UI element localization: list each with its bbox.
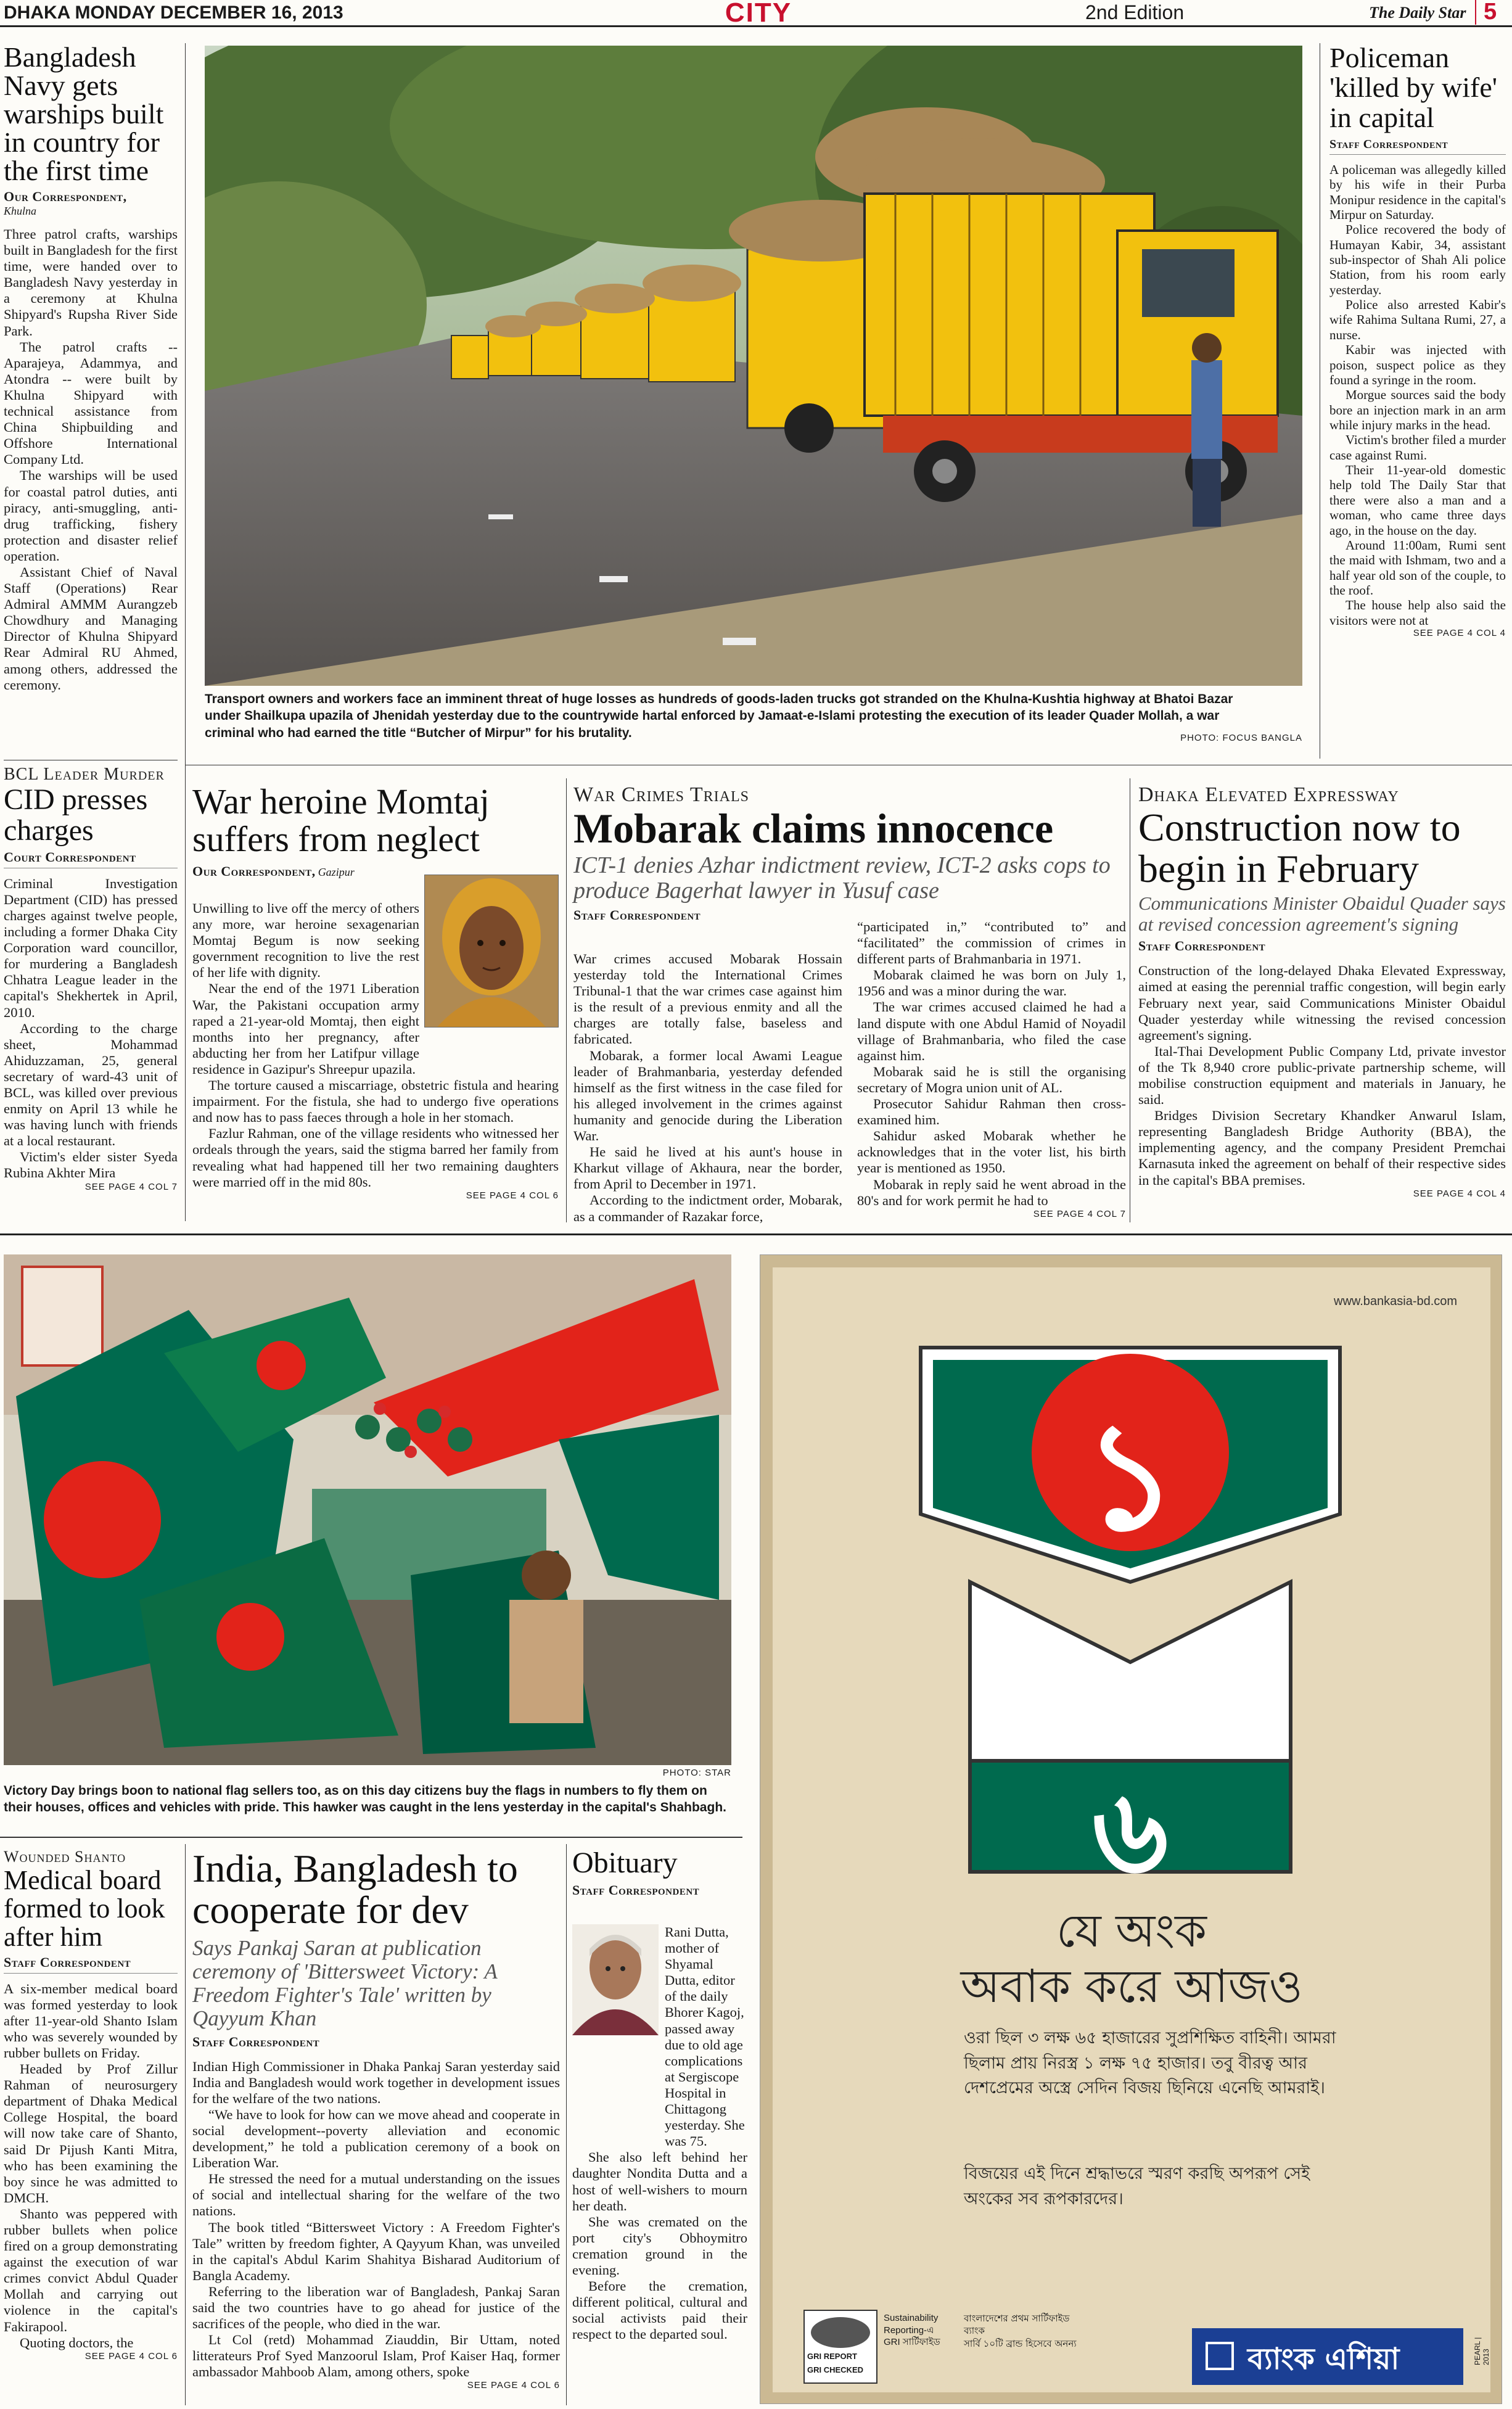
headline: Obituary	[572, 1847, 678, 1879]
column-rule	[566, 778, 567, 1222]
gri-logo-icon	[811, 2317, 870, 2348]
gri-lines	[884, 2312, 940, 2349]
paragraph: Before the cremation, different political, cultural and social activists paid their respect to the departed soul.	[572, 2278, 747, 2342]
byline: Court Correspondent	[4, 849, 178, 868]
paragraph: He said he lived at his aunt's house in Kharkut village of Akhaura, near the border, from April to December in 1971.	[573, 1144, 842, 1192]
byline: Staff Correspondent	[4, 1954, 178, 1974]
photo-credit: PHOTO: FOCUS BANGLA	[1180, 733, 1302, 743]
divider	[0, 1837, 742, 1838]
paragraph: Police also arrested Kabir's wife Rahima Sultana Rumi, 27, a nurse.	[1329, 297, 1506, 342]
paragraph: Victim's brother filed a murder case against Rumi.	[1329, 432, 1506, 463]
paragraph: Prosecutor Sahidur Rahman then cross-examined him.	[857, 1096, 1126, 1128]
ad-headline-1: যে অংক	[1056, 1905, 1207, 1958]
ad-body-1: ওরা ছিল ৩ লক্ষ ৬৫ হাজারের সুপ্রশিক্ষিত বাহিনী। আমরা ছিলাম প্রায় নিরস্ত্র ১ লক্ষ ৭৫ হাজার। তবু বীরত্ব আর দেশপ্রেমের অস্ত্রে সেদিন বিজয় ছিনিয়ে এনেছি আমরাই।	[964, 2028, 1336, 2098]
headline: Bangladesh Navy gets warships built in country for the first time	[4, 41, 164, 186]
story-cid	[4, 765, 178, 1192]
deck: Says Pankaj Saran at publication ceremony of 'Bittersweet Victory: A Freedom Fighter's Tale' written by Qayyum Khan	[192, 1936, 498, 2030]
paragraph: The warships will be used for coastal patrol duties, anti piracy, anti-smuggling, anti-drug trafficking, fishery protection and disaster relief operation.	[4, 467, 178, 564]
gri-text-line: বাংলাদেশের প্রথম সার্টিফাইড ব্যাংক	[964, 2313, 1070, 2337]
byline-location: Khulna	[4, 205, 37, 217]
story-shanto	[4, 1848, 178, 2362]
masthead	[0, 0, 1512, 27]
paragraph: Around 11:00am, Rumi sent the maid with Ishmam, two and a half year old son of the couple, to the roof.	[1329, 537, 1506, 598]
see-page-link[interactable]: SEE PAGE 4 COL 7	[1033, 1208, 1126, 1219]
edition: 2nd Edition	[1085, 1, 1185, 23]
story-momtaj	[192, 783, 559, 879]
paragraph: Construction of the long-delayed Dhaka Elevated Expressway, aimed at easing the perennial traffic congestion, will begin early February next year, said Communications Minister Obaidul Quader yesterday while witnessing the revised concession agreement's signing.	[1138, 963, 1506, 1043]
paragraph: Kabir was injected with poison, suspect police as they found a syringe in the room.	[1329, 342, 1506, 387]
flag-photo-image	[4, 1254, 731, 1765]
see-page-link[interactable]: SEE PAGE 4 COL 6	[84, 2350, 178, 2362]
story-body	[4, 1981, 178, 2351]
headline: Construction now to begin in February	[1138, 805, 1461, 891]
byline: Staff Correspondent	[1138, 938, 1266, 954]
paragraph: Assistant Chief of Naval Staff (Operations) Rear Admiral AMMM Aurangzeb Chowdhury and Managing Director of Khulna Shipyard Rear Admiral RU Ahmed, among others, addressed the ceremony.	[4, 564, 178, 693]
paragraph: Police recovered the body of Humayan Kabir, 34, assistant sub-inspector of Shah Ali police Station, from his room early yesterday.	[1329, 222, 1506, 297]
paragraph: Morgue sources said the body bore an injection mark in an arm while injury marks in the head.	[1329, 387, 1506, 432]
headline: CID presses charges	[4, 783, 148, 847]
ad-body-2: বিজয়ের এই দিনে শ্রদ্ধাভরে স্মরণ করছি অপরূপ সেই অংকের সব রূপকারদের।	[964, 2164, 1310, 2209]
paragraph: Their 11-year-old domestic help told The Daily Star that there were also a man and a woman, who came three days ago, in the house on the day.	[1329, 463, 1506, 538]
paragraph: Mobarak claimed he was born on July 1, 1956 and was a minor during the war.	[857, 967, 1126, 999]
paragraph: Indian High Commissioner in Dhaka Pankaj Saran yesterday said India and Bangladesh would work together in development issues for the welfare of the two nations.	[192, 2058, 560, 2106]
dateline: DHAKA MONDAY DECEMBER 16, 2013	[4, 2, 343, 23]
ad-url[interactable]: www.bankasia-bd.com	[1334, 1295, 1458, 1308]
see-page-link[interactable]: SEE PAGE 4 COL 7	[84, 1181, 178, 1192]
paragraph: The house help also said the visitors were not at	[1329, 598, 1506, 628]
agency-credit: PEARL | 2013	[1473, 2337, 1490, 2365]
headline: Policeman 'killed by wife' in capital	[1329, 42, 1498, 133]
paragraph: Mobarak, a former local Awami League leader of Brahmanbaria, yesterday defended himself as the first witness in the case filed for his alleged involvement in the crimes against humanity and genocide during the Liberation War.	[573, 1047, 842, 1144]
paragraph: Near the end of the 1971 Liberation War, the Pakistani occupation army raped a 21-year-old Momtaj, then eight months into her pregnancy, after abducting her from her Latifpur village residence in Gazipur's Shreepur upazila.	[192, 981, 419, 1077]
paragraph: Criminal Investigation Department (CID) has pressed charges against twelve people, including a former Dhaka City Corporation ward councillor, for murdering a Bangladesh Chhatra League leader in the capital's Shekhertek in April, 2010.	[4, 875, 178, 1020]
bank-name: ব্যাংক এশিয়া	[1247, 2342, 1400, 2376]
bank-brand[interactable]	[1192, 2328, 1463, 2385]
paragraph: Ital-Thai Development Public Company Ltd, private investor of the Tk 8,940 crore public-private partnership scheme, will mobilise construction equipment and materials in January, he said.	[1138, 1043, 1506, 1108]
paragraph: Referring to the liberation war of Bangladesh, Pankaj Saran said the two countries have to go ahead for justice of the sacrifices of the people, who died in the war.	[192, 2283, 560, 2332]
ad-digit-mid: ৬	[1092, 1764, 1169, 1900]
paragraph: According to the charge sheet, Mohammad Ahiduzzaman, 25, general secretary of ward-43 unit of BCL, was killed over previous enmity on April 13 while he was having lunch with friends at a local restaurant.	[4, 1020, 178, 1149]
paragraph: Fazlur Rahman, one of the village residents who witnessed her ordeals through the years, said the stigma barred her family from revealing what had happened till her two remaining daughters were married off in the mid 80s.	[192, 1126, 559, 1190]
paragraph: The torture caused a miscarriage, obstetric fistula and hearing impairment. For the fistula, she had to undergo five operations and now has to pass faeces through a hole in her stomach.	[192, 1077, 559, 1126]
paragraph: “We have to look for how can we move ahead and cooperate in social development--poverty alleviation and economic development,” he told a publication ceremony of a book on Liberation War.	[192, 2106, 560, 2171]
section-name: CITY	[725, 0, 792, 28]
paragraph: The book titled “Bittersweet Victory : A Freedom Fighter's Tale” written by freedom fighter, A Qayyum Khan, was unveiled in the capital's Abdul Karim Shahitya Bisharad Auditorium of Bangla Academy.	[192, 2219, 560, 2283]
story-india	[192, 1848, 560, 2390]
story-navy	[4, 43, 178, 693]
column-rule	[566, 1844, 567, 2405]
mobarak-col2	[857, 919, 1126, 1219]
story-body	[1138, 963, 1506, 1188]
headline: War heroine Momtaj suffers from neglect	[192, 781, 490, 859]
paragraph: She was cremated on the port city's Obhoymitro cremation ground in the evening.	[572, 2213, 747, 2278]
story-mobarak	[573, 783, 1128, 923]
bank-logo-icon	[1206, 2342, 1234, 2370]
gri-line: Reporting-এ	[884, 2325, 934, 2336]
paragraph: Rani Dutta, mother of Shyamal Dutta, editor of the daily Bhorer Kagoj, passed away due to old age complications at Sergiscope Hospital in Chittagong yesterday. She was 75.	[665, 1924, 745, 2149]
paragraph: A six-member medical board was formed yesterday to look after 11-year-old Shanto Islam who was severely wounded by rubber bullets on Friday.	[4, 1980, 178, 2061]
paragraph: The war crimes accused claimed he had a land dispute with one Abdul Hamid of Noyadil village of Brahmanbaria, who filed the case against him.	[857, 999, 1126, 1063]
gri-text	[964, 2312, 1081, 2350]
flag-photo-caption: Victory Day brings boon to national flag sellers too, as on this day citizens buy the flags in numbers to fly them on their houses, offices and vehicles with pride. This hawker was caught in the lens yesterday in the capital's Shahbagh.	[4, 1784, 726, 1815]
story-police	[1329, 43, 1506, 638]
page-number	[1475, 0, 1476, 25]
paragraph: Mobarak in reply said he went abroad in the 80's and for work permit he had to	[857, 1176, 1126, 1208]
headline: India, Bangladesh to cooperate for dev	[192, 1847, 518, 1932]
kicker: Dhaka Elevated Expressway	[1138, 783, 1399, 806]
paper-logo: The Daily Star	[1369, 4, 1466, 22]
ad-headline-2: অবাক করে আজও	[960, 1960, 1303, 2013]
story-obituary	[572, 1848, 751, 1898]
paragraph: He stressed the need for a mutual understanding on the issues of social and intellectual sharing for the welfare of the two nations.	[192, 2171, 560, 2219]
story-body	[1329, 162, 1506, 628]
momtaj-body	[192, 900, 559, 1201]
kicker: BCL Leader Murder	[4, 765, 165, 784]
story-body	[4, 226, 178, 693]
column-rule	[185, 1844, 186, 2405]
story-body	[192, 2059, 560, 2381]
see-page-link[interactable]: SEE PAGE 4 COL 6	[466, 1190, 559, 1201]
deck: Communications Minister Obaidul Quader says at revised concession agreement's signing	[1138, 892, 1506, 935]
gri-label: GRI CHECKED	[807, 2365, 864, 2374]
kicker: Wounded Shanto	[4, 1848, 126, 1866]
gri-badge	[803, 2310, 877, 2384]
byline: Our Correspondent,	[192, 863, 316, 879]
gri-line: Sustainability	[884, 2313, 939, 2323]
paragraph: Quoting doctors, the	[20, 2334, 134, 2350]
obituary-body	[572, 1924, 747, 2342]
gri-text-line: সার্বি ১০টি ব্রান্ড হিসেবে অনন্য	[964, 2337, 1077, 2349]
paragraph: Three patrol crafts, warships built in Bangladesh for the first time, were handed over to Bangladesh Navy yesterday in a ceremony at Khulna Shipyard's Rupsha River Side Park.	[4, 226, 178, 339]
byline: Staff Correspondent	[1329, 138, 1506, 155]
bank-asia-ad[interactable]	[760, 1254, 1502, 2404]
paragraph: Sahidur asked Mobarak whether he acknowledges that in the voter list, his birth year is mentioned as 1950.	[857, 1128, 1126, 1176]
deck: ICT-1 denies Azhar indictment review, ICT-2 asks cops to produce Bagerhat lawyer in Yusuf case	[573, 852, 1111, 904]
trucks-photo-image	[205, 46, 1302, 686]
paragraph: Mobarak said he is still the organising secretary of Mogra union unit of AL.	[857, 1063, 1126, 1095]
gri-label: GRI REPORT	[807, 2352, 857, 2361]
page-number-text: 5	[1484, 0, 1497, 25]
see-page-link[interactable]: SEE PAGE 4 COL 6	[467, 2380, 560, 2391]
headline: Medical board formed to look after him	[4, 1865, 165, 1953]
story-body	[4, 876, 178, 1182]
paragraph: War crimes accused Mobarak Hossain yesterday told the International Crimes Tribunal-1 that the war crimes case against him is the result of a previous enmity and all the charges are totally false, baseless and fabricated.	[573, 951, 842, 1047]
mobarak-col1	[573, 951, 842, 1225]
paragraph: Unwilling to live off the mercy of others any more, war heroine sexagenarian Momtaj Begum is now seeking government recognition to live the rest of her life with dignity.	[192, 900, 419, 981]
paragraph: Shanto was peppered with rubber bullets when police fired on a group demonstrating against the execution of war crimes convict Abdul Quader Mollah and carrying out violence in the capital's Fakirapool.	[4, 2205, 178, 2334]
kicker: War Crimes Trials	[573, 783, 749, 806]
paragraph: The patrol crafts -- Aparajeya, Adammya, and Atondra -- were built by Khulna Shipyard with technical assistance from China Shipbuilding and Offshore International Company Ltd.	[4, 339, 178, 467]
trucks-photo-caption: Transport owners and workers face an imminent threat of huge losses as hundreds of goods-laden trucks got stranded on the Khulna-Kushtia highway at Bhatoi Bazar under Shailkupa upazila of Jhenidah yesterday due to the countrywide hartal enforced by Jamaat-e-Islami protesting the execution of its leader Quader Mollah, a war criminal who had earned the title “Butcher of Mirpur” for his brutality.	[205, 692, 1233, 740]
see-page-link[interactable]: SEE PAGE 4 COL 4	[1413, 628, 1506, 639]
headline: Mobarak claims innocence	[573, 805, 1054, 852]
paragraph: Victim's elder sister Syeda Rubina Akhter Mira	[4, 1149, 178, 1181]
column-rule	[185, 43, 186, 1221]
byline: Staff Correspondent	[192, 2033, 320, 2049]
paragraph: “participated in,” “contributed to” and “facilitated” the commission of crimes in different parts of Brahmanbaria in 1971.	[857, 919, 1126, 967]
trucks-photo	[205, 46, 1302, 686]
paragraph: Lt Col (retd) Mohammad Ziauddin, Bir Uttam, noted litterateurs Prof Syed Manzoorul Islam, Prof Kaiser Haq, former ambassador Mahboob Alam, among others, spoke	[192, 2332, 560, 2380]
see-page-link[interactable]: SEE PAGE 4 COL 4	[1413, 1188, 1506, 1199]
byline: Staff Correspondent	[572, 1882, 700, 1898]
flag-photo	[4, 1254, 731, 1765]
byline-location: Gazipur	[318, 865, 355, 878]
paragraph: Bridges Division Secretary Khandker Anwarul Islam, representing Bangladesh Bridge Authority (BBA), the implementing agency, and the company President Premchai Karnasuta inked the agreement on behalf of their respective sides in the capital's BBA premises.	[1138, 1108, 1506, 1188]
paragraph: According to the indictment order, Mobarak, as a commander of Razakar force,	[573, 1192, 842, 1224]
story-expressway	[1138, 783, 1506, 1199]
ad-digit-top: ১	[1082, 1390, 1178, 1563]
byline: Our Correspondent,	[4, 189, 127, 204]
paragraph: She also left behind her daughter Nondita Dutta and a host of well-wishers to mourn her death.	[572, 2149, 747, 2213]
paragraph: A policeman was allegedly killed by his wife in their Purba Monipur residence in the capital's Mirpur on Saturday.	[1329, 162, 1506, 222]
gri-line: GRI সার্টিফাইড	[884, 2337, 940, 2347]
divider	[0, 1233, 1512, 1235]
byline: Staff Correspondent	[573, 907, 701, 923]
photo-credit: PHOTO: STAR	[662, 1768, 731, 1778]
paragraph: Headed by Prof Zillur Rahman of neurosurgery department of Dhaka Medical College Hospital, the board will now take care of Shanto, said Dr Pijush Kanti Mitra, who has been examining the boy since he was admitted to DMCH.	[4, 2061, 178, 2205]
